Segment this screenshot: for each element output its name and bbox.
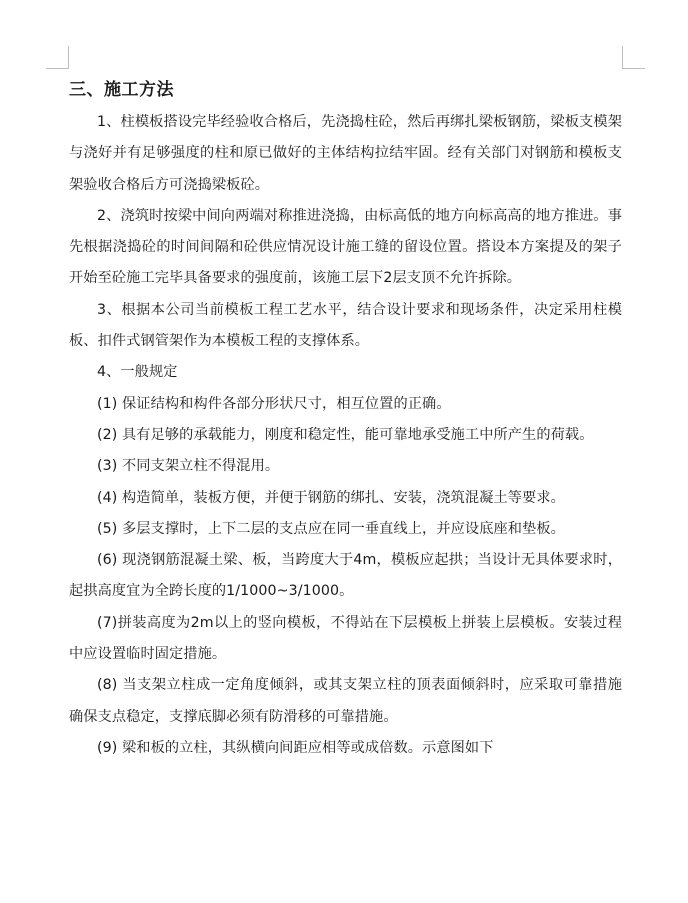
margin-corner-mark-top-left — [46, 46, 69, 69]
rule-item-3: (3) 不同支架立柱不得混用。 — [97, 458, 280, 475]
rule-item-8: (8) 当支架立柱成一定角度倾斜，或其支架立柱的顶表面倾斜时，应采取可靠措施确保支点稳定，支撑底脚必须有防滑移的可靠措施。 — [69, 677, 622, 725]
rule-item-2: (2) 具有足够的承载能力，刚度和稳定性，能可靠地承受施工中所产生的荷载。 — [97, 426, 594, 443]
paragraph-4-general-rules: 4、一般规定 — [97, 364, 178, 381]
paragraph-1: 1、柱模板搭设完毕经验收合格后，先浇捣柱砼，然后再绑扎梁板钢筋，梁板支模架与浇好并有足够强度的柱和原已做好的主体结构拉结牢固。经有关部门对钢筋和模板支架验收合格后方可浇捣梁板砼。 — [69, 114, 622, 193]
rule-item-7: (7)拼装高度为2m以上的竖向模板，不得站在下层模板上拼装上层模板。安装过程中应设置临时固定措施。 — [69, 614, 622, 663]
rule-item-9: (9) 梁和板的立柱，其纵横向间距应相等或成倍数。示意图如下 — [97, 739, 494, 756]
rule-item-4: (4) 构造简单，装板方便，并便于钢筋的绑扎、安装，浇筑混凝土等要求。 — [97, 489, 565, 506]
paragraph-3: 3、根据本公司当前模板工程工艺水平，结合设计要求和现场条件，决定采用柱模板、扣件式钢管架作为本模板工程的支撑体系。 — [69, 301, 622, 350]
margin-corner-mark-top-right — [622, 46, 645, 69]
rule-item-6: (6) 现浇钢筋混凝土梁、板，当跨度大于4m，模板应起拱；当设计无具体要求时，起拱高度宜为全跨长度的1/1000~3/1000。 — [69, 552, 622, 600]
rule-item-1: (1) 保证结构和构件各部分形状尺寸，相互位置的正确。 — [97, 395, 451, 412]
section-heading: 三、施工方法 — [69, 80, 174, 100]
document-body — [69, 76, 622, 764]
paragraph-2: 2、浇筑时按梁中间向两端对称推进浇捣，由标高低的地方向标高高的地方推进。事先根据浇捣砼的时间间隔和砼供应情况设计施工缝的留设位置。搭设本方案提及的架子开始至砼施工完毕具备要求的强度前，该施工层下2层支顶不允许拆除。 — [69, 207, 622, 287]
rule-item-5: (5) 多层支撑时，上下二层的支点应在同一垂直线上，并应设底座和垫板。 — [97, 520, 565, 537]
